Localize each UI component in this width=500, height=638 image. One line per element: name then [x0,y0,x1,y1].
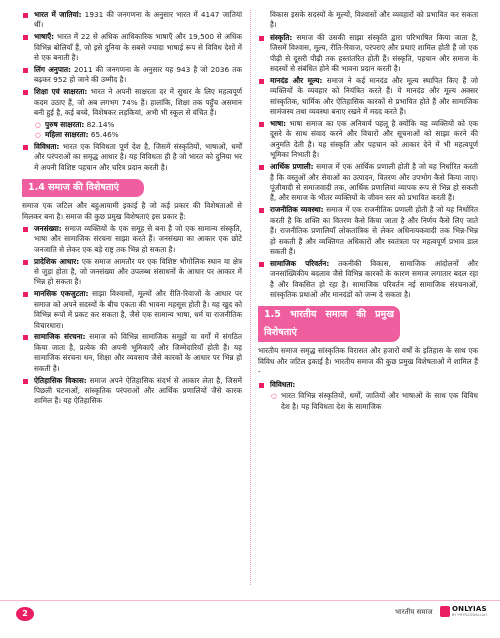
list-item: विविधता: ○ भारत विभिन्न संस्कृतियों, धर्मों, जातियों और भाषाओं के साथ एक विविध देश है। यह विविधता देश के सामाजिक [258,380,478,412]
list-item: संस्कृति: समाज की उसकी साझा संस्कृति द्वारा परिभाषित किया जाता है, जिसमें विश्वास, मूल्य, रीति-रिवाज, परंपराएं और प्रथाएं शामिल होती हैं जो एक पीढ़ी से दूसरी पीढ़ी तक हस्तांतरित होती हैं। संस्कृति, पहचान और समाज के सदस्यों से संबंधित होने की भावना प्रदान करती है। [258,33,478,75]
right-column [258,10,478,413]
page-number: 2 [16,607,34,621]
list-item: सामाजिक संरचना: समाज को विभिन्न सामाजिक समूहों या वर्गों में संगठित किया जाता है, प्रत्येक की अपनी भूमिकाएँ और जिम्मेदारियाँ होती हैं। यह सामाजिक संरचना धन, शिक्षा और व्यवसाय जैसे कारकों के आधार पर भिन्न हो सकती है। [22,332,242,374]
continuation-text: विकास इसके सदस्यों के मूल्यों, विश्वासों और व्यवहारों को प्रभावित कर सकता है। [270,10,478,30]
list-item: राजनीतिक व्यवस्था: समाज में एक राजनीतिक प्रणाली होती है जो यह निर्धारित करती है कि शक्ति का वितरण कैसे किया जाता है और निर्णय कैसे लिए जाते हैं। राजनीतिक प्रणालियाँ लोकतांत्रिक से लेकर अधिनायकवादी तक भिन्न-भिन्न हो सकती हैं और व्यक्तिगत अधिकारों और स्वतंत्रता पर महत्वपूर्ण प्रभाव डाल सकती हैं। [258,205,478,257]
list-item: विविधता: भारत एक विविधता पूर्ण देश है, जिसमें संस्कृतियों, भाषाओं, धर्मों और परंपराओं का समृद्ध आधार है। यह विविधता ही है जो भारत को दुनिया भर में अपनी विशिष्ट पहचान और चरित्र प्रदान करती है। [22,142,242,173]
logo-subtext: BY PHYSICSWALLAH [452,613,487,617]
section-heading-1-5: 1.5 भारतीय समाज की प्रमुख विशेषताएं [258,306,400,342]
sub-list-item: ○ भारत विभिन्न संस्कृतियों, धर्मों, जातियों और भाषाओं के साथ एक विविध देश है। यह विविधता देश के सामाजिक [270,391,478,412]
list-item: सामाजिक परिवर्तन: तकनीकी विकास, सामाजिक आंदोलनों और जनसांख्यिकीय बदलाव जैसे विभिन्न कारकों के कारण समाज लगातार बदल रहा है और विकसित हो रहा है। सामाजिक परिवर्तन नई सामाजिक संरचनाओं, सांस्कृतिक प्रथाओं और मानदंडों को जन्म दे सकता है। [258,259,478,301]
book-title: भारतीय समाज [395,608,433,616]
list-item: भारत में जातियां: 1931 की जनगणना के अनुसार भारत में 4147 जातियां थीं। [22,10,242,31]
column-divider [250,10,251,585]
publisher-logo [440,604,490,620]
logo-mark-icon [440,606,450,617]
list-item: मानसिक एकजुटता: साझा विश्वासों, मूल्यों और रीति-रिवाजों के आधार पर समाज को अपने सदस्यों के बीच एकता की भावना महसूस होती है। यह खुद को विभिन्न रूपों में प्रकट कर सकता है, जैसे एक सामान्य भाषा, धर्म या राजनीतिक विचारधारा। [22,289,242,331]
list-item: भाषाएँ: भारत में 22 से अधिक आधिकारिक भाषाएँ और 19,500 से अधिक विभिन्न बोलियाँ हैं, जो इसे दुनिया के सबसे ज्यादा भाषाई रूप से विविध देशों में से एक बनाती है। [22,32,242,63]
list-item: लिंग अनुपात: 2011 की जनगणना के अनुसार यह 943 है जो 2036 तक बढ़कर 952 हो जाने की उम्मीद है। [22,65,242,86]
diversity-sublist [270,391,478,412]
list-item: मानदंड और मूल्य: समाज ने कई मानदंड और मूल्य स्थापित किए हैं जो व्यक्तियों के व्यवहार को नियंत्रित करते हैं। ये मानदंड और मूल्य अक्सर सांस्कृतिक, धार्मिक और ऐतिहासिक कारकों से प्रभावित होते हैं और सामाजिक सामंजस्य तथा व्यवस्था बनाए रखने में मदद करते हैं। [258,76,478,118]
section-intro: समाज एक जटिल और बहुआयामी इकाई है जो कई प्रकार की विशेषताओं से मिलकर बना है। समाज की कुछ प्रमुख विशेषताएं इस प्रकार हैं: [22,201,242,221]
list-item: आर्थिक प्रणाली: समाज में एक आर्थिक प्रणाली होती है जो यह निर्धारित करती है कि वस्तुओं और सेवाओं का उत्पादन, वितरण और उपभोग कैसे किया जाए। पूंजीवादी से समाजवादी तक, आर्थिक प्रणालियां व्यापक रूप से भिन्न हो सकती हैं, और समाज के भीतर व्यक्तियों के जीवन स्तर को प्रभावित करती हैं। [258,162,478,204]
list-item: भाषा: भाषा समाज का एक अनिवार्य पहलू है क्योंकि यह व्यक्तियों को एक दूसरे के साथ संवाद करने और विचारों और सूचनाओं को साझा करने की अनुमति देती है। यह संस्कृति और पहचान को आकार देने में भी महत्वपूर्ण भूमिका निभाती है। [258,119,478,161]
indian-society-features-list [258,380,478,412]
list-item: प्रादेशिक आधार: एक समाज आमतौर पर एक विशिष्ट भौगोलिक स्थान या क्षेत्र से जुड़ा होता है, जो जनसंख्या और उपलब्ध संसाधनों के आधार पर आकार में भिन्न हो सकता है। [22,257,242,288]
society-features-list [22,224,242,407]
sub-list-item: ○ महिला साक्षरता: 65.46% [34,130,242,140]
intro-bullet-list [22,10,242,173]
list-item: जनसंख्या: समाज व्यक्तियों के एक समूह से बना है जो एक सामान्य संस्कृति, भाषा और सामाजिक संरचना साझा करते हैं। जनसंख्या का आकार एक छोटे जनजाति से लेकर एक बड़े राष्ट्र तक भिन्न हो सकता है। [22,224,242,255]
literacy-sublist [34,120,242,141]
list-item: ऐतिहासिक विकास: समाज अपने ऐतिहासिक संदर्भ से आकार लेता है, जिसमें पिछली घटनाओं, सांस्कृतिक परंपराओं और आर्थिक प्रणालियों जैसे कारक शामिल हैं। यह ऐतिहासिक [22,376,242,407]
left-column [22,10,242,408]
section-intro: भारतीय समाज समृद्ध सांस्कृतिक विरासत और हजारों वर्षों के इतिहास के साथ एक विविध और जटिल इकाई है। भारतीय समाज की कुछ प्रमुख विशेषताओं में शामिल हैं - [258,346,478,377]
society-features-list-cont [258,33,478,301]
footer-divider [0,600,500,601]
section-heading-1-4: 1.4 समाज की विशेषताएं [22,179,144,197]
logo-text: ONLYIAS [452,605,487,613]
sub-list-item: ○ पुरुष साक्षरता: 82.14% [34,120,242,130]
list-item: शिक्षा एवं साक्षरता: भारत ने अपनी साक्षरता दर में सुधार के लिए महत्वपूर्ण कदम उठाए हैं, जो अब लगभग 74% है। हालांकि, शिक्षा तक पहुँच असमान बनी हुई है, कई बच्चे, विशेषकर लड़कियां, अभी भी स्कूल से वंचित हैं। ○ पुरुष साक्षरता: 82.14% ○ महिला साक्षरता: 65.46% [22,87,242,140]
